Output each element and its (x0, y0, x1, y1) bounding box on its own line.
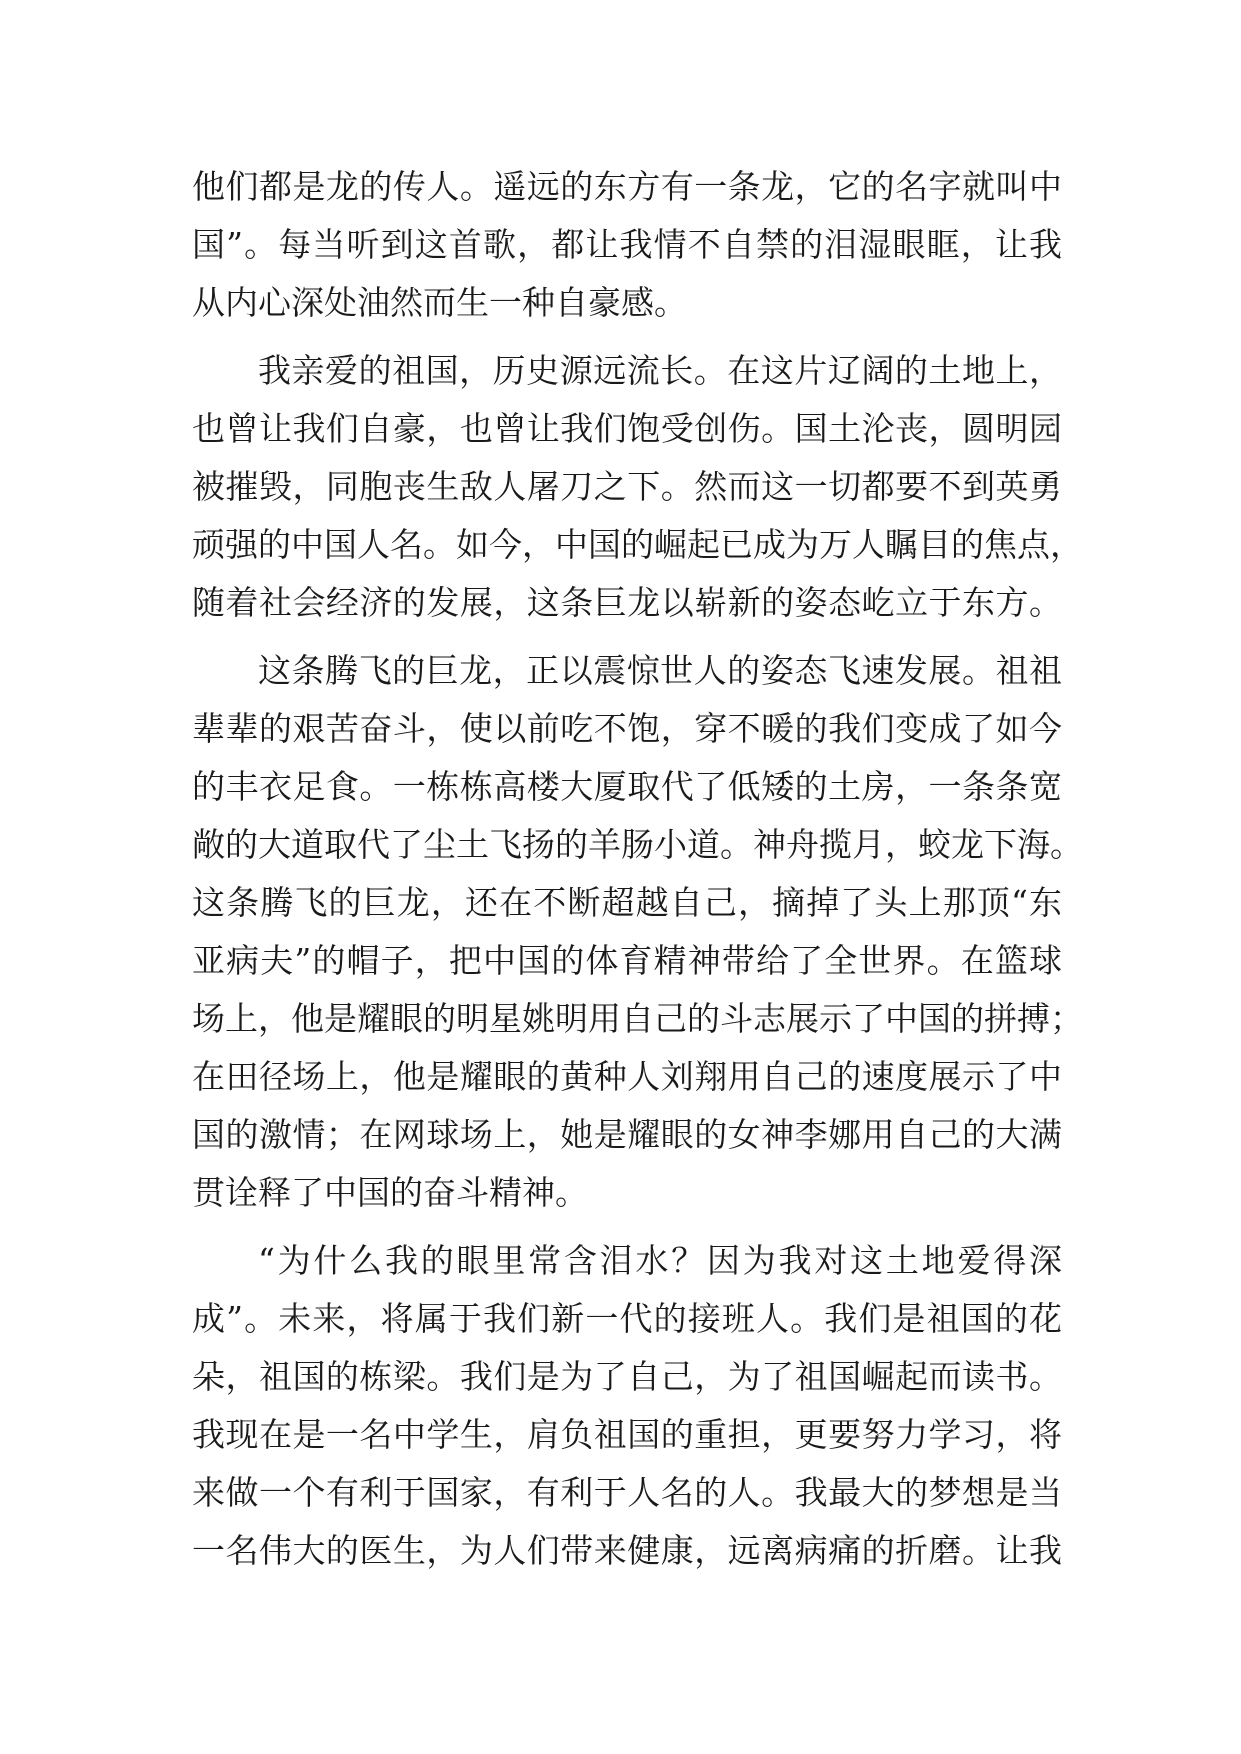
text-line: 随着社会经济的发展，这条巨龙以崭新的姿态屹立于东方。 (192, 583, 1062, 622)
text-line: 亚病夫”的帽子，把中国的体育精神带给了全世界。在篮球 (192, 941, 1062, 980)
text-line: “为什么我的眼里常含泪水？因为我对这土地爱得深 (258, 1241, 1062, 1280)
paragraph-2 (192, 342, 1083, 632)
text-line: 他们都是龙的传人。遥远的东方有一条龙，它的名字就叫中 (192, 167, 1062, 206)
text-line: 场上，他是耀眼的明星姚明用自己的斗志展示了中国的拼搏； (192, 999, 1083, 1038)
text-line: 国”。每当听到这首歌，都让我情不自禁的泪湿眼眶，让我 (192, 225, 1062, 264)
document-body (192, 158, 1083, 1580)
paragraph-3 (192, 642, 1083, 1222)
text-line: 这条腾飞的巨龙，还在不断超越自己，摘掉了头上那顶“东 (192, 883, 1062, 922)
text-line: 的丰衣足食。一栋栋高楼大厦取代了低矮的土房，一条条宽 (192, 767, 1062, 806)
text-line: 我亲爱的祖国，历史源远流长。在这片辽阔的土地上， (258, 351, 1062, 390)
text-line: 敞的大道取代了尘土飞扬的羊肠小道。神舟揽月，蛟龙下海。 (192, 825, 1083, 864)
text-line: 成”。未来，将属于我们新一代的接班人。我们是祖国的花 (192, 1299, 1062, 1338)
text-line: 这条腾飞的巨龙，正以震惊世人的姿态飞速发展。祖祖 (258, 651, 1062, 690)
text-line: 辈辈的艰苦奋斗，使以前吃不饱，穿不暖的我们变成了如今 (192, 709, 1062, 748)
text-line: 在田径场上，他是耀眼的黄种人刘翔用自己的速度展示了中 (192, 1057, 1062, 1096)
paragraph-1 (192, 158, 1062, 332)
text-line: 贯诠释了中国的奋斗精神。 (192, 1173, 588, 1212)
text-line: 我现在是一名中学生，肩负祖国的重担，更要努力学习，将 (192, 1415, 1062, 1454)
text-line: 也曾让我们自豪，也曾让我们饱受创伤。国土沦丧，圆明园 (192, 409, 1062, 448)
text-line: 国的激情；在网球场上，她是耀眼的女神李娜用自己的大满 (192, 1115, 1062, 1154)
text-line: 一名伟大的医生，为人们带来健康，远离病痛的折磨。让我 (192, 1531, 1062, 1570)
text-line: 被摧毁，同胞丧生敌人屠刀之下。然而这一切都要不到英勇 (192, 467, 1062, 506)
paragraph-4 (192, 1232, 1062, 1580)
text-line: 从内心深处油然而生一种自豪感。 (192, 283, 687, 322)
text-line: 朵，祖国的栋梁。我们是为了自己，为了祖国崛起而读书。 (192, 1357, 1062, 1396)
text-line: 顽强的中国人名。如今，中国的崛起已成为万人瞩目的焦点， (192, 525, 1083, 564)
text-line: 来做一个有利于国家，有利于人名的人。我最大的梦想是当 (192, 1473, 1062, 1512)
